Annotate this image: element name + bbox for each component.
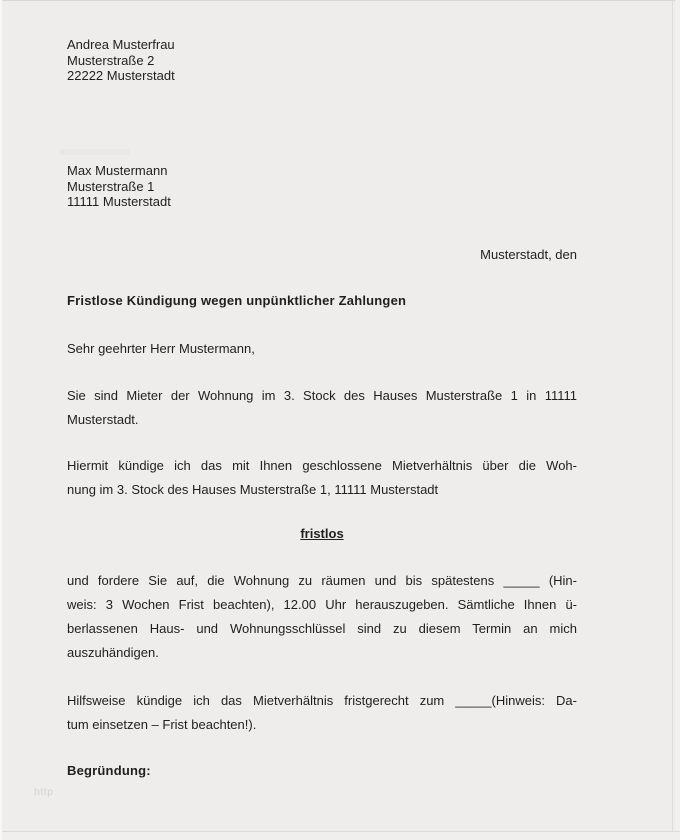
salutation: Sehr geehrter Herr Mustermann, <box>67 341 255 356</box>
scan-edge-left <box>0 0 2 840</box>
scan-edge-right-strip <box>675 0 680 840</box>
paragraph-line: berlassenen Haus- und Wohnungsschlüssel sind zu diesem Termin an mich <box>67 621 577 636</box>
paragraph-line: nung im 3. Stock des Hauses Musterstraße 1, 11111 Musterstadt <box>67 482 439 497</box>
paragraph-line: Musterstadt. <box>67 412 139 427</box>
watermark-text: http <box>34 786 54 798</box>
scan-edge-bottom-strip <box>0 832 680 840</box>
recipient-street: Musterstraße 1 <box>67 178 155 194</box>
paragraph-line: weis: 3 Wochen Frist beachten), 12.00 Uhr herauszugeben. Sämtliche Ihnen ü- <box>67 597 577 612</box>
sender-address <box>67 37 577 84</box>
sender-city: 22222 Musterstadt <box>67 68 175 83</box>
paragraph-line: und fordere Sie auf, die Wohnung zu räumen und bis spätestens _____ (Hin- <box>67 573 577 588</box>
paragraph-line: tum einsetzen – Frist beachten!). <box>67 717 257 732</box>
scan-edge-right-line <box>672 0 673 840</box>
recipient-name: Max Mustermann <box>67 163 168 178</box>
scan-edge-top <box>0 0 680 1</box>
paragraph-line: auszuhändigen. <box>67 645 159 660</box>
subject-line: Fristlose Kündigung wegen unpünktlicher Zahlungen <box>67 293 407 308</box>
emphasis-fristlos <box>67 527 577 541</box>
body-paragraph-2 <box>67 454 577 502</box>
body-paragraph-4 <box>67 689 577 737</box>
recipient-city: 11111 Musterstadt <box>67 194 171 209</box>
paragraph-line: Hiermit kündige ich das mit Ihnen geschlossene Mietverhältnis über die Woh- <box>67 458 577 473</box>
recipient-address <box>67 163 577 210</box>
paragraph-line: Hilfsweise kündige ich das Mietverhältnis fristgerecht zum _____(Hinweis: Da- <box>67 693 577 708</box>
scan-edge-bottom-line <box>0 831 680 832</box>
begruendung-heading: Begründung: <box>67 763 151 778</box>
body-paragraph-1 <box>67 384 577 432</box>
sender-street: Musterstraße 2 <box>67 52 155 68</box>
paragraph-line: Sie sind Mieter der Wohnung im 3. Stock des Hauses Musterstraße 1 in 11111 <box>67 388 577 403</box>
sender-name: Andrea Musterfrau <box>67 37 175 52</box>
scan-artifact <box>60 149 130 155</box>
body-paragraph-3 <box>67 569 577 665</box>
emphasis-word: fristlos <box>300 526 344 541</box>
date-line: Musterstadt, den <box>480 247 577 262</box>
